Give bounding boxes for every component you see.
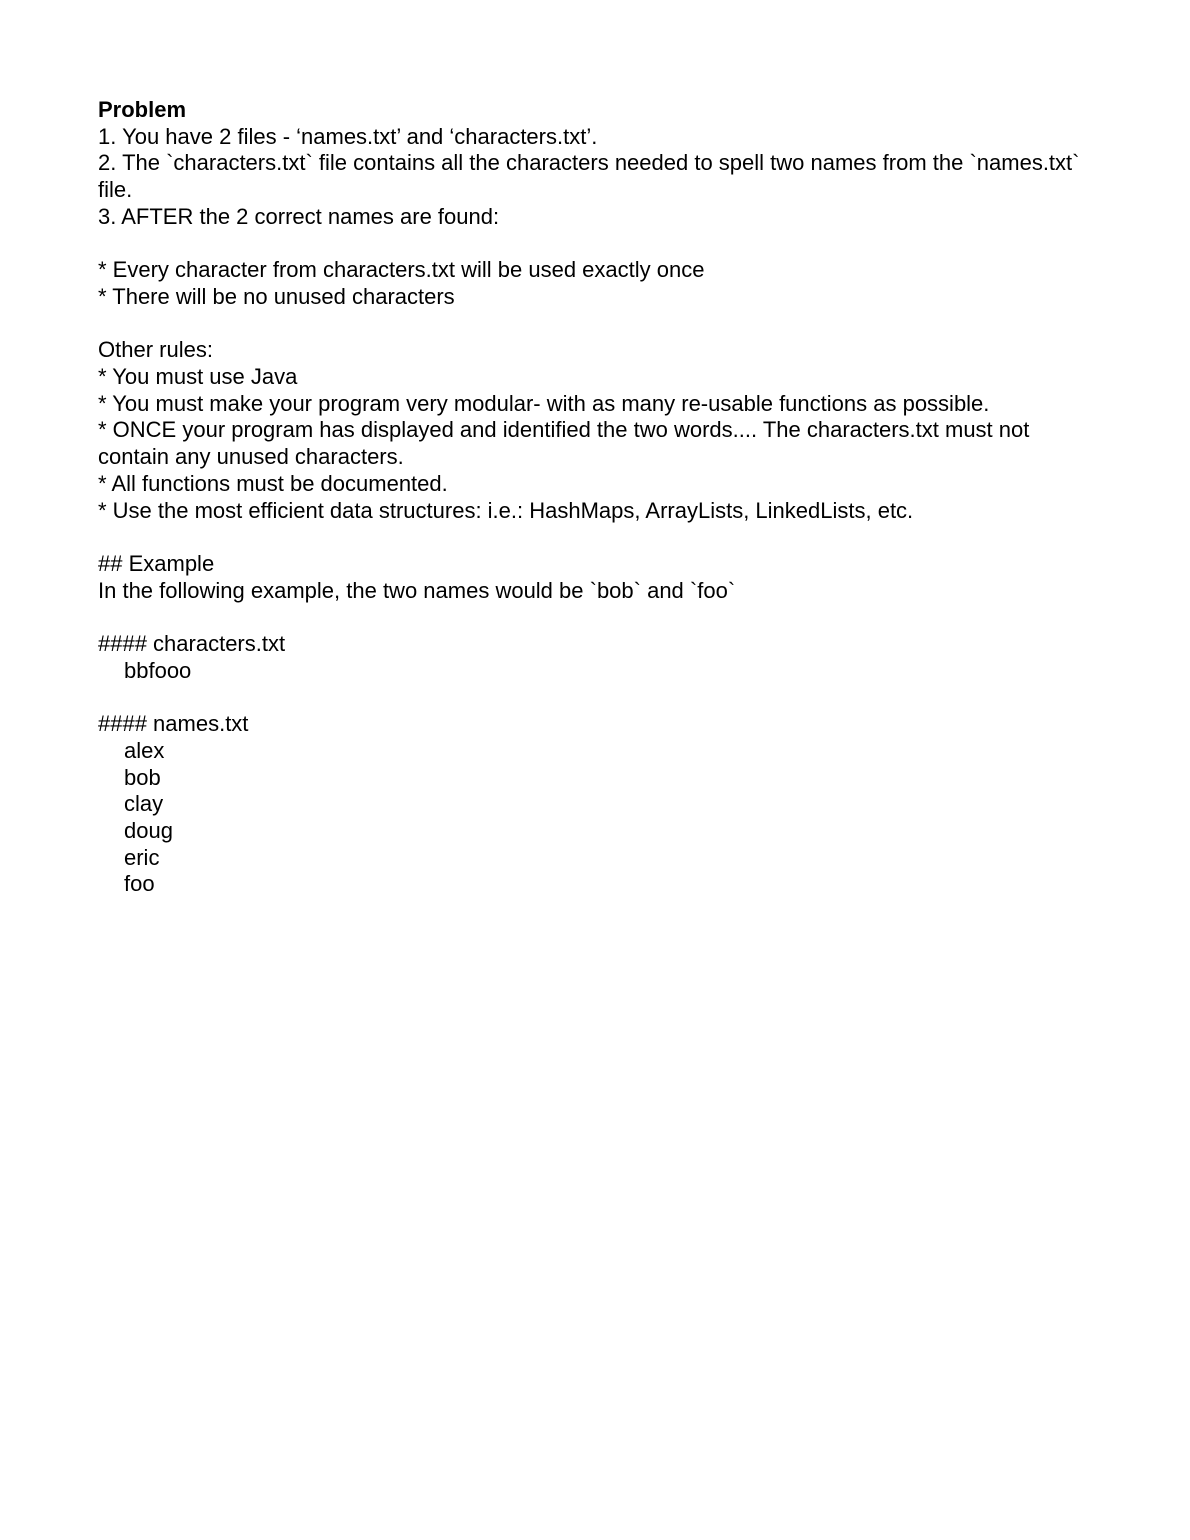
name-item: foo (124, 871, 155, 897)
condition-2: * There will be no unused characters (98, 283, 455, 309)
blank-line (98, 604, 1098, 631)
example-heading: ## Example (98, 550, 215, 576)
name-item: clay (124, 791, 164, 817)
rule-2: * You must make your program very modular- with as many re-usable functions as possible. (98, 390, 990, 416)
name-item: bob (124, 764, 161, 790)
name-item: eric (124, 844, 160, 870)
step-2: 2. The `characters.txt` file contains all the characters needed to spell two names from the `names.txt` file. (98, 150, 1080, 203)
example-intro: In the following example, the two names would be `bob` and `foo` (98, 577, 736, 603)
problem-heading: Problem (98, 97, 187, 122)
blank-line (98, 231, 1098, 258)
name-item: doug (124, 817, 173, 843)
rule-1: * You must use Java (98, 364, 298, 389)
rule-4: * All functions must be documented. (98, 470, 448, 496)
condition-1: * Every character from characters.txt will be used exactly once (98, 257, 705, 283)
rule-3: * ONCE your program has displayed and identified the two words.... The characters.txt must not contain any unused characters. (98, 417, 1030, 470)
blank-line (98, 311, 1098, 338)
step-1: 1. You have 2 files - ‘names.txt’ and ‘characters.txt’. (98, 123, 598, 149)
name-item: alex (124, 737, 165, 763)
blank-line (98, 524, 1098, 551)
document-body (98, 97, 1098, 898)
step-3: 3. AFTER the 2 correct names are found: (98, 203, 500, 229)
names-heading: #### names.txt (98, 711, 249, 737)
rule-5: * Use the most efficient data structures: i.e.: HashMaps, ArrayLists, LinkedLists, etc. (98, 497, 914, 523)
other-rules-heading: Other rules: (98, 337, 213, 363)
blank-line (98, 684, 1098, 711)
characters-heading: #### characters.txt (98, 631, 286, 656)
characters-content: bbfooo (124, 657, 192, 683)
